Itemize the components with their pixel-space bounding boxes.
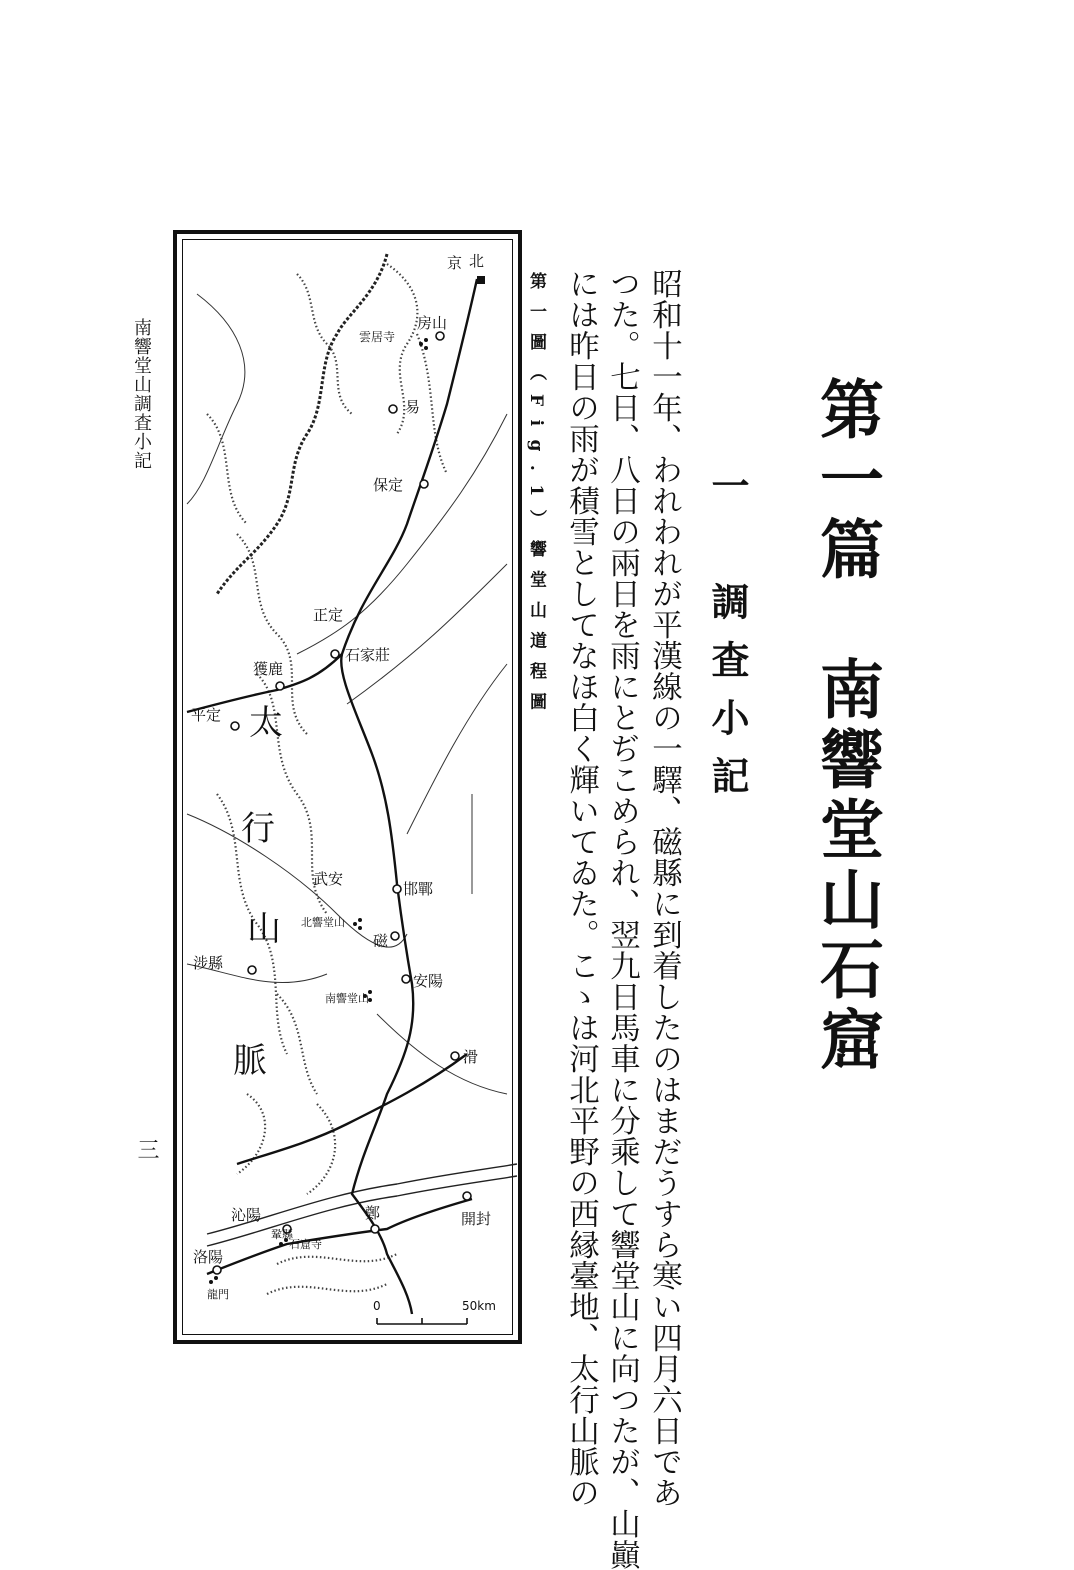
map-label-baoding: 保定 [373,476,404,494]
railway-lines [187,279,477,1314]
map-label-shexian: 涉縣 [193,954,224,972]
map-label-luoyang: 洛陽 [193,1248,224,1266]
rivers [187,294,507,1094]
range-char-2: 行 [241,809,275,849]
map-label-huolu: 獲鹿 [253,660,284,678]
map-label-beijing: 京 [447,254,463,272]
scale-end-label: 50km [462,1299,496,1313]
scale-start-label: 0 [373,1299,381,1313]
mountain-hachures [207,264,447,1294]
north-label: 北 [469,252,485,270]
map-label-fangshan: 房山 [417,314,448,332]
great-wall-line [217,254,387,594]
section-title: 一 調査小記 [705,466,750,814]
map-label-shikusi: 石窟寺 [289,1238,322,1251]
map-label-ci: 磁 [373,932,389,950]
map-label-hua: 滑 [463,1048,479,1066]
map-label-north-xiangtangshan: 北響堂山 [301,916,345,929]
range-char-3: 山 [247,909,281,949]
figure-caption: 第一圖（Fig.1）響堂山道程圖 [526,272,546,724]
range-char-1: 太 [249,703,283,743]
body-line-2: つた。七日、八日の兩日を雨にとぢこめられ、翌九日馬車に分乘して響堂山に向つたが、山巓 [604,268,640,1570]
map-label-qinyang: 沁陽 [231,1206,262,1224]
map-label-longmen: 龍門 [207,1288,229,1301]
map-label-gongxian: 鞏縣 [271,1228,293,1241]
map-label-wuan: 武安 [313,870,344,888]
station-markers [213,332,471,1274]
range-char-4: 脈 [233,1041,267,1081]
route-map-drawing [177,234,526,1348]
map-label-yunjusi: 雲居寺 [359,330,396,344]
map-label-handan: 邯鄲 [403,880,434,898]
map-label-anyang: 安陽 [413,972,444,990]
body-line-1: 昭和十一年、われわれが平漢線の一驛、磁縣に到着したのはまだうすら寒い四月六日であ [646,268,682,1508]
body-line-3: には昨日の雨が積雪としてなほ白く輝いてゐた。こゝは河北平野の西縁臺地、太行山脈の [563,268,599,1508]
chapter-title: 第一篇 南響堂山石窟 [809,376,884,1076]
map-label-yi: 易 [405,398,421,416]
running-head: 南響堂山調査小記 [131,318,152,470]
map-label-zhengding: 正定 [313,606,344,624]
scale-bar [377,1318,467,1324]
beijing-square-marker [477,276,485,284]
page-number: 三 [134,1138,159,1160]
map-label-south-xiangtangshan: 南響堂山 [325,992,369,1005]
map-label-zheng: 鄭 [365,1204,381,1222]
map-label-pingding: 平定 [191,706,222,724]
map-label-kaifeng: 開封 [461,1210,492,1228]
map-label-shijiazhuang: 石家莊 [345,646,391,664]
yellow-river [207,1164,517,1246]
route-map [173,230,522,1344]
